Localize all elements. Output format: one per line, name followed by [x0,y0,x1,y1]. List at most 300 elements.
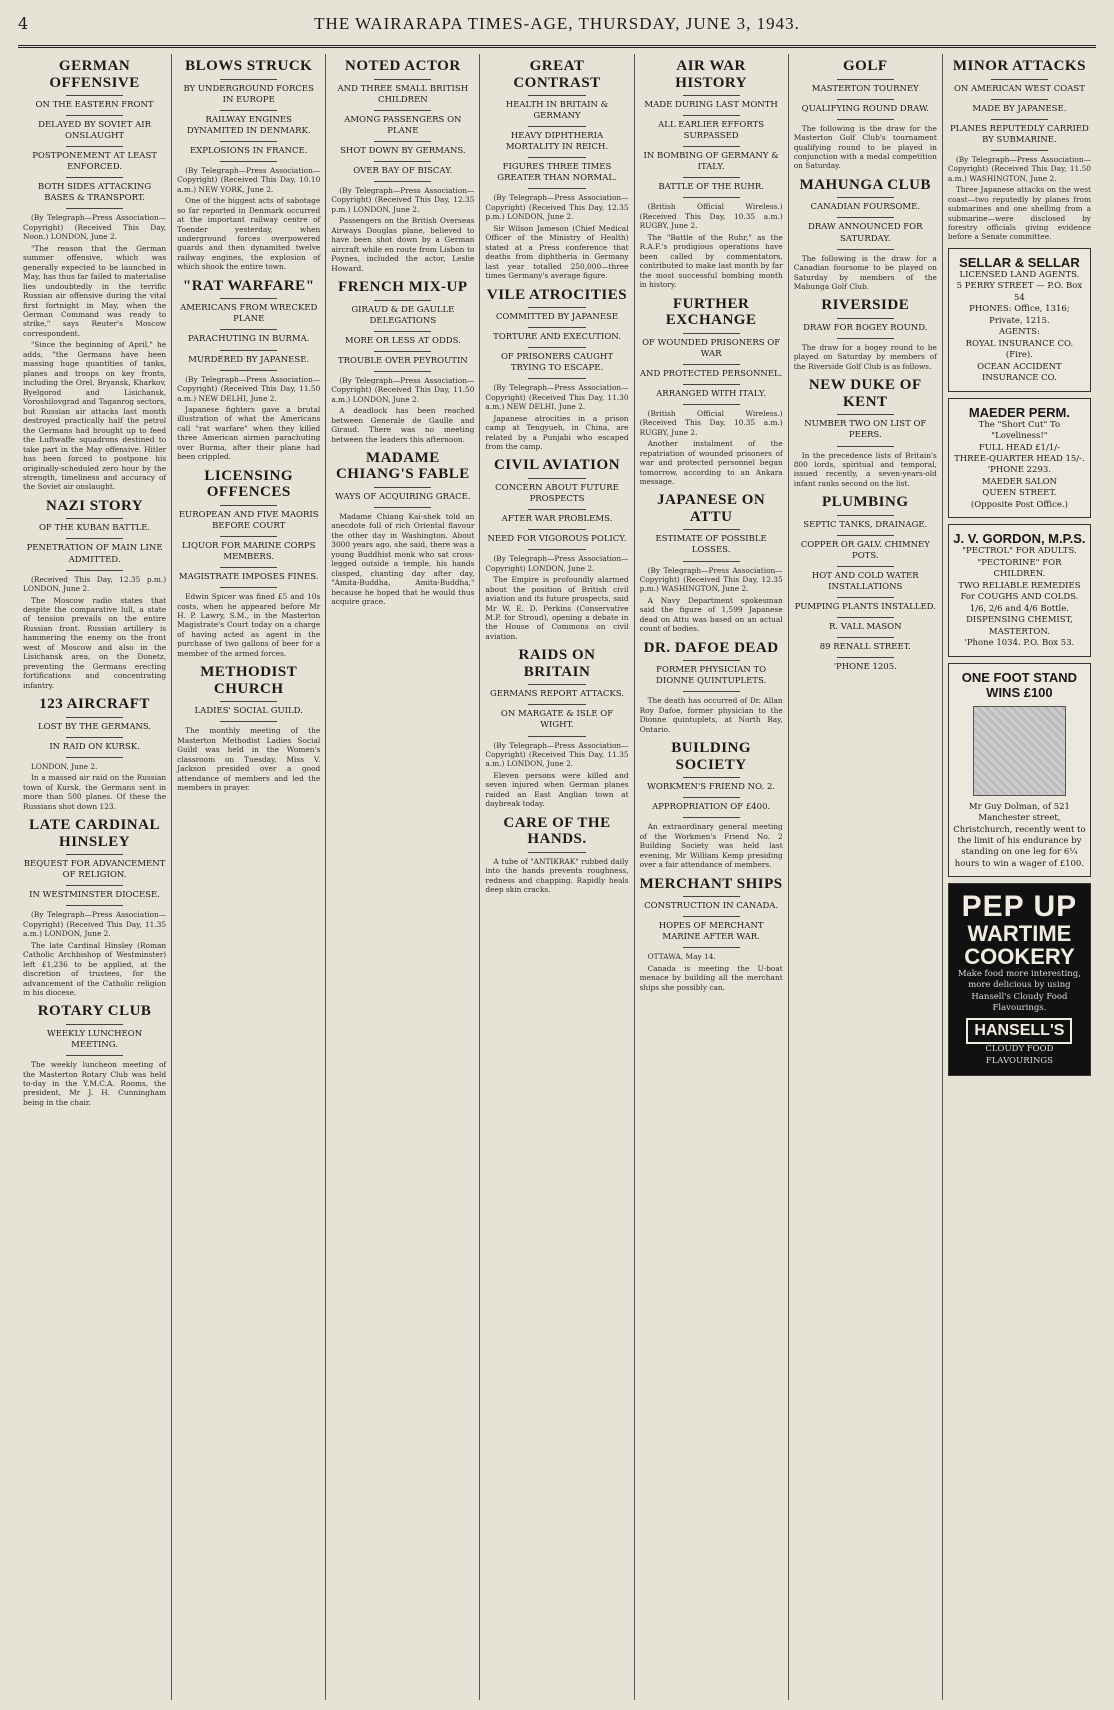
ad-title: SELLAR & SELLAR [959,254,1080,270]
article-paragraph: Sir Wilson Jameson (Chief Medical Officer of the Ministry of Health) stated at a Press conference that deaths from diphtheria in Germany last year totalled 250,000—three times Germany's average figure. [485,223,629,281]
subheading: OF WOUNDED PRISONERS OF WAR [642,337,781,359]
subheading: ON THE EASTERN FRONT [35,100,154,110]
subheading: FIGURES THREE TIMES GREATER THAN NORMAL. [497,162,617,184]
subheading: ON AMERICAN WEST COAST [953,83,1085,94]
subheading: CONSTRUCTION IN CANADA. [644,901,779,912]
divider [528,126,585,127]
subheading: LIQUOR FOR MARINE CORPS MEMBERS. [181,540,316,562]
headline: NEW DUKE OF KENT [808,377,922,410]
divider [837,119,894,120]
divider [220,370,277,371]
divider [837,217,894,218]
article-paragraph: (By Telegraph—Press Association—Copyright) (Received This Day, 12.35 p.m.) LONDON, June 2. [331,185,475,214]
article-paragraph: A Navy Department spokesman said the figure of 1,599 Japanese dead on Attu was based on an actual count of bodies. [639,595,783,634]
divider [66,146,123,147]
masthead-title: THE WAIRARAPA TIMES-AGE, THURSDAY, JUNE 3, 1943. [314,14,800,33]
headline: FRENCH MIX-UP [338,279,468,295]
headline: RAIDS ON BRITAIN [518,647,596,680]
ad-line: 5 PERRY STREET — P.O. Box 54 [956,281,1083,303]
subheading: WEEKLY LUNCHEON MEETING. [46,1028,143,1051]
article [485,457,628,641]
article [23,58,166,492]
headline: MINOR ATTACKS [952,58,1086,74]
subheading: HOPES OF MERCHANT MARINE AFTER WAR. [658,921,764,943]
article [177,278,320,462]
article [794,177,937,292]
ad-wartime-cookery: WARTIME COOKERY [964,921,1075,970]
columns [18,54,1096,1700]
article [23,498,166,690]
divider [683,947,740,948]
subheading: ARRANGED WITH ITALY. [656,388,767,399]
article-paragraph: (By Telegraph—Press Association—Copyright) (Received This Day, 11.50 a.m.) NEW DELHI, June 2. [177,374,321,403]
divider [220,587,277,588]
divider [528,378,585,379]
headline: RIVERSIDE [821,297,910,314]
divider [837,597,894,598]
headline: DR. DAFOE DEAD [643,639,779,656]
divider [528,704,585,705]
divider [683,177,740,178]
ad-pep-up: PEP UP [961,890,1078,924]
subheading: IN RAID ON KURSK. [49,741,140,752]
article [948,58,1091,242]
divider [220,721,277,722]
divider [683,384,740,385]
article-paragraph: The following is the draw for a Canadian foursome to be played on Saturday by members of the Mahunga Golf Club. [793,253,937,291]
divider [66,570,123,571]
divider [683,529,740,530]
subheading: APPROPRIATION OF £400. [652,802,771,813]
divider [683,691,740,692]
subheading: ALL EARLIER EFFORTS SURPASSED [658,120,765,142]
article-paragraph: Madame Chiang Kai-shek told an anecdote full of rich Oriental flavour the other day in Washington. About 3000 years ago, she said, there was a young Buddhist monk who sat cross-legged outside a temple, his hands clasped, chanting day after day, "Amita-Buddha, Amita-Buddha," because he hoped that he would thus acquire grace. [331,512,475,607]
subheading: FORMER PHYSICIAN TO DIONNE QUINTUPLETS. [656,665,767,687]
article-paragraph: (By Telegraph—Press Association—Copyright) (Received This Day, 11.30 a.m.) NEW DELHI, June 2. [485,383,629,412]
article-paragraph: The late Cardinal Hinsley (Roman Catholic Archbishop of Westminster) left £1,236 to be applied, at the discretion of trustees, for the advancement of the Catholic religion in his diocese. [23,940,167,998]
subheading: ESTIMATE OF POSSIBLE LOSSES. [655,534,767,556]
divider [837,79,894,80]
article [640,296,783,487]
subheading: LOST BY THE GERMANS. [38,721,152,732]
article-paragraph: (By Telegraph—Press Association—Copyright) (Received This Day, 12.35 p.m.) LONDON, June 2. [485,193,629,222]
divider [991,119,1048,120]
divider [683,916,740,917]
ad-line: 'PHONE 2293. [987,465,1051,476]
subheading: RAILWAY ENGINES DYNAMITED IN DENMARK. [186,114,311,136]
article [794,297,937,371]
subheading: OVER BAY OF BISCAY. [353,165,453,176]
subheading: HOT AND COLD WATER INSTALLATIONS [811,571,919,593]
article [23,1003,166,1107]
ad-line: For COUGHS AND COLDS. [960,592,1079,603]
divider [683,896,740,897]
headline: VILE ATROCITIES [486,286,628,303]
headline: MERCHANT SHIPS [639,875,783,892]
article-paragraph: The weekly luncheon meeting of the Masterton Rotary Club was held to-day in the Y.M.C.A. Rooms, the president, Mr J. H. Cunningham being in the chair. [23,1060,167,1107]
divider [528,509,585,510]
article [640,58,783,290]
divider [66,854,123,855]
headline: GERMAN OFFENSIVE [49,58,140,91]
ad-line: THREE-QUARTER HEAD 15/-. [954,454,1085,464]
column [326,54,480,1700]
divider [528,157,585,158]
ad-line: 'Phone 1034. P.O. Box 53. [964,638,1075,649]
subheading: BOTH SIDES ATTACKING BASES & TRANSPORT. [37,182,152,204]
subheading: MASTERTON TOURNEY [811,83,919,94]
subheading: AND THREE SMALL BRITISH CHILDREN [337,83,469,105]
divider [683,817,740,818]
headline: "RAT WARFARE" [182,277,315,294]
headline: MAHUNGA CLUB [799,176,931,193]
article [640,876,783,993]
divider [683,333,740,334]
subheading: IN WESTMINSTER DIOCESE. [29,890,160,901]
column [789,54,943,1700]
divider [683,660,740,661]
ad-line: OCEAN ACCIDENT INSURANCE CO. [977,361,1062,384]
article-paragraph: LONDON, June 2. [31,761,98,771]
article-paragraph: (Received This Day, 12.35 p.m.) LONDON, June 2. [23,574,167,594]
divider [374,79,431,80]
ad-line: ROYAL INSURANCE CO. (Fire). [965,338,1074,361]
ad-line: AGENTS: [998,327,1040,338]
subheading: TORTURE AND EXECUTION. [493,332,621,343]
divider [220,505,277,506]
article-paragraph: Japanese atrocities in a prison camp at Tengyueh, in China, are related by a Punjabi who escaped from the camp. [485,413,629,451]
ad-line: QUEEN STREET. [982,488,1057,499]
subheading: GERMANS REPORT ATTACKS. [489,689,625,700]
divider [991,99,1048,100]
headline: JAPANESE ON ATTU [657,492,766,525]
divider [683,404,740,405]
divider [837,318,894,319]
divider [528,736,585,737]
subheading: QUALIFYING ROUND DRAW. [801,103,929,114]
divider [374,300,431,301]
headline: METHODIST CHURCH [200,664,298,697]
article [485,647,628,808]
headline: ROTARY CLUB [37,1003,152,1020]
divider [220,110,277,111]
subheading: CANADIAN FOURSOME. [810,202,921,213]
article-paragraph: (British Official Wireless.) (Received This Day, 10.35 a.m.) RUGBY, June 2. [639,202,783,231]
headline: GREAT CONTRAST [513,58,601,91]
divider [220,350,277,351]
article-paragraph: A deadlock has been reached between Generale de Gaulle and Giraud. There was no meeting between the leaders this afternoon. [331,406,475,444]
article-paragraph: (By Telegraph—Press Association—Copyright) (Received This Day, Noon.) LONDON, June 2. [23,213,167,242]
article-paragraph: Passengers on the British Overseas Airways Douglas plane, believed to have been shot down by a German aircraft while en route from Lisbon to Poynes, included the actor, Leslie Howard. [331,216,475,273]
divider [683,364,740,365]
subheading: WORKMEN'S FRIEND NO. 2. [647,782,776,793]
divider [220,701,277,702]
article-paragraph: The monthly meeting of the Masterton Methodist Ladies Social Guild was held in the Women's classroom on Tuesday, Miss V. Jackson presided over a good attendance of members and led the members in prayer. [177,726,321,793]
divider [528,684,585,685]
divider [837,515,894,516]
subheading: AFTER WAR PROBLEMS. [501,514,613,525]
divider [66,95,123,96]
divider [220,79,277,80]
divider [837,566,894,567]
divider [66,905,123,906]
subheading: EUROPEAN AND FIVE MAORIS BEFORE COURT [178,509,319,531]
headline: PLUMBING [822,494,909,511]
subheading: WAYS OF ACQUIRING GRACE. [335,491,471,502]
subheading: MADE BY JAPANESE. [972,103,1067,114]
divider [837,249,894,250]
divider [528,95,585,96]
divider [374,487,431,488]
column [480,54,634,1700]
ad-title: MAEDER PERM. [968,404,1070,420]
article-paragraph: An extraordinary general meeting of the Workmen's Friend No. 2 Building Society was held last evening, Mr William Kemp presiding over a fair attendance of members. [639,822,783,870]
article-paragraph: Eleven persons were killed and seven injured when German planes raided an East Anglian town at daybreak today. [485,770,629,809]
subheading: PARACHUTING IN BURMA. [187,334,310,345]
divider [374,181,431,182]
subheading: EXPLOSIONS IN FRANCE. [189,145,308,156]
divider [683,115,740,116]
headline: AIR WAR HISTORY [675,58,748,91]
article-paragraph: The draw for a bogey round to be played on Saturday by members of the Riverside Golf Club is as follows. [793,343,937,371]
ad-line: TWO RELIABLE REMEDIES [958,580,1081,591]
article-paragraph: (By Telegraph—Press Association—Copyright) LONDON, June 2. [485,554,629,573]
subheading: SEPTIC TANKS, DRAINAGE. [803,519,928,530]
article [640,740,783,869]
subheading: TROUBLE OVER PEYROUTIN [337,355,468,366]
subheading: AND PROTECTED PERSONNEL. [639,368,783,379]
divider [66,737,123,738]
headline: NAZI STORY [46,497,144,514]
subheading: PUMPING PLANTS INSTALLED. [794,602,936,613]
subheading: BY UNDERGROUND FORCES IN EUROPE [183,83,314,105]
ad-line: 1/6, 2/6 and 4/6 Bottle. [969,603,1069,614]
article [331,279,474,444]
headline: BUILDING SOCIETY [671,740,752,773]
subheading: CONCERN ABOUT FUTURE PROSPECTS [495,482,619,505]
article [485,815,628,895]
article-paragraph: Three Japanese attacks on the west coast—two reputedly by planes from submarines and one shelling from a submarine—were disclosed by forestry officials giving evidence before a Senate committee. [947,185,1091,242]
subheading: GIRAUD & DE GAULLE DELEGATIONS [351,304,455,326]
column [172,54,326,1700]
subheading: MORE OR LESS AT ODDS. [344,335,461,346]
divider [374,110,431,111]
ad-line: The "Short Cut" To "Loveliness!" [978,419,1061,442]
article [794,494,937,673]
article-paragraph: In the precedence lists of Britain's 800 lords, spiritual and temporal, issued recently, a seven-years-old infant ranks second on the list. [793,450,937,488]
headline: BLOWS STRUCK [185,58,313,74]
subheading: OF THE KUBAN BATTLE. [38,523,151,534]
subheading: HEALTH IN BRITAIN & GERMANY [505,100,609,122]
column [943,54,1096,1700]
masthead [18,14,1096,48]
headline: FURTHER EXCHANGE [665,295,757,328]
subheading: LADIES' SOCIAL GUILD. [194,706,303,717]
divider [528,188,585,189]
headline: LICENSING OFFENCES [204,467,294,501]
article [23,817,166,997]
ad-gordon [948,524,1091,656]
divider [220,329,277,330]
divider [220,536,277,537]
ad-title: ONE FOOT STAND WINS £100 [961,669,1078,700]
article [794,377,937,488]
subheading: R. VALL MASON [828,622,902,633]
divider [374,141,431,142]
headline: 123 AIRCRAFT [39,696,150,713]
divider [66,757,123,758]
headline: LATE CARDINAL HINSLEY [29,817,160,850]
article-paragraph: One of the biggest acts of sabotage so far reported in Denmark occurred at the important railway centre of Toender yesterday, when underground forces overpowered guards and then dynamited twelve railway engines, the explosion of which shook the entire town. [177,196,321,272]
divider [66,885,123,886]
divider [837,99,894,100]
subheading: NUMBER TWO ON LIST OF PEERS. [804,419,927,441]
subheading: MADE DURING LAST MONTH [644,100,778,110]
subheading: 89 RENALL STREET. [819,642,911,653]
ad-line: PHONES: Office, 1316; Private, 1215. [969,304,1070,326]
divider [683,95,740,96]
divider [991,150,1048,151]
subheading: IN BOMBING OF GERMANY & ITALY. [643,151,779,173]
article [331,58,474,273]
divider [528,347,585,348]
article-paragraph: (British Official Wireless.) (Received This Day, 10.35 a.m.) RUGBY, June 2. [639,408,783,437]
divider [528,549,585,550]
divider [66,518,123,519]
article-paragraph: (By Telegraph—Press Association—Copyright) (Received This Day, 11.35 a.m.) LONDON, June 2. [23,910,167,939]
ad-maeder [948,398,1091,519]
article [331,450,474,607]
divider [528,852,585,853]
article [177,468,320,659]
ad-line: Mr Guy Dolman, of 521 Manchester street, Christchurch, recently went to the limit of his endurance by standing on one leg for 6¼ hours to win a wager of £100. [953,801,1086,869]
subheading: SHOT DOWN BY GERMANS. [340,145,466,156]
divider [528,478,585,479]
divider [837,446,894,447]
article-paragraph: Japanese fighters gave a brutal illustration of what the Americans call "rat warfare" when they killed three American airmen parachuting over Burma, after their plane had been crippled. [177,404,321,462]
divider [837,637,894,638]
divider [528,307,585,308]
article-paragraph: The Moscow radio states that despite the comparative lull, a state of tension prevails on the entire Russian front. Russian artillery is hammering the enemy on the front west of Moscow and also in the Lisichansk area, on the Donetz, preventing the Germans erecting fortifications and concentrating infantry. [23,595,167,690]
divider [683,777,740,778]
divider [374,161,431,162]
divider [66,177,123,178]
headline: CIVIL AVIATION [493,457,621,474]
subheading: DRAW FOR BOGEY ROUND. [803,322,928,333]
divider [837,617,894,618]
headline: NOTED ACTOR [345,58,461,74]
ad-line: "PECTORINE" FOR CHILDREN. [977,557,1062,580]
subheading: OF PRISONERS CAUGHT TRYING TO ESCAPE. [500,352,614,374]
subheading: MURDERED BY JAPANESE. [188,354,310,365]
divider [837,338,894,339]
article [640,640,783,734]
ad-one-foot-stand [948,663,1091,878]
article-paragraph: Edwin Spicer was fined £5 and 10s costs, when he appeared before Mr H. P. Lawry, S.M., in the Masterton Magistrate's Court today on a charge of having acted as agent in the purchase of two gallons of beer for a member of the armed forces. [177,592,321,658]
subheading: POSTPONEMENT AT LEAST ENFORCED. [32,151,157,173]
divider [837,414,894,415]
article-paragraph: The Empire is profoundly alarmed about the position of British civil aviation and its future prospects, said Mr W. E. D. Perkins (Conservative M.P. for Stroud), opening a debate in the House of Commons on civil aviation. [485,575,629,641]
subheading: MAGISTRATE IMPOSES FINES. [178,571,319,582]
article-paragraph: "The reason that the German summer offensive, which was generally expected to be launched in May, has thus far failed to materialise lies undoubtedly in the terrific Russian air offensive during the vital first fortnight in May, when the German Command was ready to strike," says Reuter's Moscow correspondent. [23,243,167,338]
divider [66,208,123,209]
article-paragraph: (By Telegraph—Press Association—Copyright) (Received This Day, 10.10 a.m.) NEW YORK, June 2. [177,165,321,194]
subheading: BEQUEST FOR ADVANCEMENT OF RELIGION. [23,859,166,881]
divider [528,327,585,328]
subheading: PLANES REPUTEDLY CARRIED BY SUBMARINE. [949,123,1089,145]
article-paragraph: Canada is meeting the U-boat menace by building all the merchant ships she possibly can. [639,963,783,992]
ad-brand-sub: CLOUDY FOOD FLAVOURINGS [985,1044,1054,1066]
divider [66,717,123,718]
ad-line: "PECTROL" FOR ADULTS. [962,546,1077,557]
headline: MADAME CHIANG'S FABLE [335,449,470,483]
divider [66,1055,123,1056]
subheading: COPPER OR GALV. CHIMNEY POTS. [800,539,930,561]
ad-title: J. V. GORDON, M.P.S. [953,531,1086,547]
ad-hansells [948,883,1091,1076]
divider [683,797,740,798]
subheading: 'PHONE 1205. [833,662,897,673]
article-paragraph: (By Telegraph—Press Association—Copyright) (Received This Day, 11.50 a.m.) LONDON, June 2. [331,375,475,404]
divider [66,115,123,116]
column [635,54,789,1700]
article-paragraph: Another instalment of the repatriation of wounded prisoners of war and protected personnel began tomorrow, according to an Ankara message. [639,439,783,486]
subheading: ON MARGATE & ISLE OF WIGHT. [500,709,614,731]
column [18,54,172,1700]
subheading: DELAYED BY SOVIET AIR ONSLAUGHT [38,120,151,142]
subheading: PENETRATION OF MAIN LINE ADMITTED. [26,543,163,565]
divider [66,1024,123,1025]
divider [683,561,740,562]
ad-line: Make food more interesting, more delicious by using Hansell's Cloudy Food Flavourings. [957,968,1081,1013]
headline: CARE OF THE HANDS. [503,814,611,848]
divider [528,529,585,530]
ad-line: DISPENSING CHEMIST, MASTERTON. [966,615,1073,637]
article-paragraph: (By Telegraph—Press Association—Copyright) (Received This Day, 12.35 p.m.) WASHINGTON, June 2. [639,565,783,594]
divider [374,331,431,332]
divider [66,538,123,539]
article [177,664,320,792]
article-paragraph: OTTAWA, May 14. [647,952,716,962]
article-paragraph: (By Telegraph—Press Association—Copyright) (Received This Day, 11.50 a.m.) WASHINGTON, June 2. [947,154,1091,183]
divider [220,141,277,142]
headline: GOLF [843,58,888,74]
article-paragraph: The following is the draw for the Masterton Golf Club's tournament qualifying round to be played in conjunction with a medal competition on Saturday. [793,123,937,171]
article [485,287,628,452]
divider [683,146,740,147]
ad-line: FULL HEAD £1/1/- [978,442,1060,453]
article-paragraph: "Since the beginning of April," he adds, "the Germans have been massing huge quantities of tanks, planes and troops on key fronts, including the Orel, Bryansk, Kharkov, Byelgorod and Lisichansk, Voroshilovgrad and Taganrog sectors, but Russian air attacks last month destroyed practically half the petrol the Germans had brought up to feed the Luftwaffe squadrons destined to take part in the May offensive. Hitler has been forced to postpone his originally-scheduled zero hour by the strength, timeliness and accuracy of the Soviet air onslaught. [23,340,167,492]
subheading: HEAVY DIPHTHERIA MORTALITY IN REICH. [505,131,609,153]
article-paragraph: (By Telegraph—Press Association—Copyright) (Received This Day, 11.35 a.m.) LONDON, June 2. [485,740,629,769]
ad-line: (Opposite Post Office.) [970,499,1068,510]
article [23,696,166,811]
divider [220,298,277,299]
divider [837,657,894,658]
divider [374,507,431,508]
article [640,492,783,633]
divider [374,371,431,372]
article [177,58,320,272]
ad-sellar [948,248,1091,392]
page-number: 4 [18,14,29,33]
subheading: BATTLE OF THE RUHR. [658,182,764,193]
divider [220,567,277,568]
divider [837,197,894,198]
subheading: AMONG PASSENGERS ON PLANE [344,114,462,136]
subheading: DRAW ANNOUNCED FOR SATURDAY. [808,222,923,244]
ad-line: LICENSED LAND AGENTS. [959,269,1080,280]
